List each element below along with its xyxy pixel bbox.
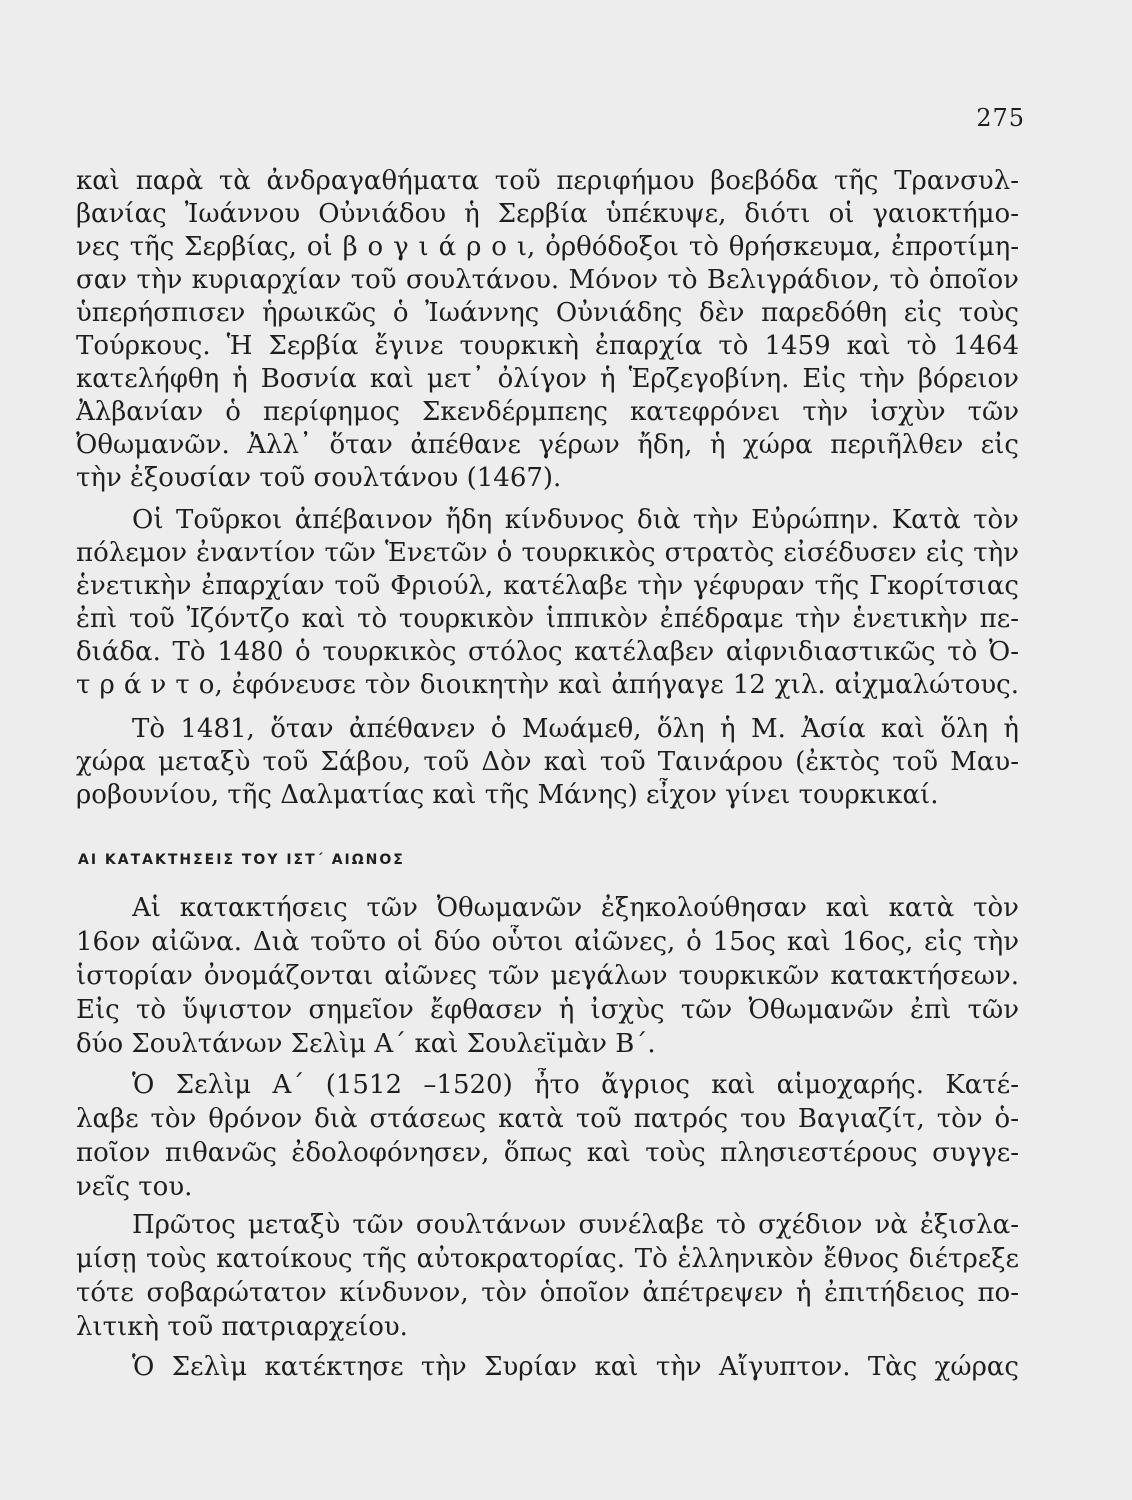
text-line: Εἰς τὸ ὕψιστον σημεῖον ἔφθασεν ἡ ἰσχὺς τῶν Ὀθωμανῶν ἐπὶ τῶν [76, 995, 1019, 1025]
text-line: τ ρ ά ν τ ο, ἐφόνευσε τὸν διοικητὴν καὶ ἀπήγαγε 12 χιλ. αἰχμαλώτους. [76, 670, 1019, 700]
text-line: ἱστορίαν ὀνομάζονται αἰῶνες τῶν μεγάλων τουρκικῶν κατακτήσεων. [76, 961, 1019, 991]
text-line: πόλεμον ἐναντίον τῶν Ἑνετῶν ὁ τουρκικὸς στρατὸς εἰσέδυσεν εἰς τὴν [76, 538, 1019, 568]
text-line: Ὁ Σελὶμ Α΄ (1512 –1520) ἦτο ἄγριος καὶ αἱμοχαρής. Κατέ- [132, 1070, 1019, 1100]
text-line: Τὸ 1481, ὅταν ἀπέθανεν ὁ Μωάμεθ, ὅλη ἡ Μ. Ἀσία καὶ ὅλη ἡ [132, 714, 1019, 744]
text-line: ἑνετικὴν ἐπαρχίαν τοῦ Φριούλ, κατέλαβε τὴν γέφυραν τῆς Γκορίτσιας [76, 571, 1019, 601]
text-line: Αἱ κατακτήσεις τῶν Ὀθωμανῶν ἐξηκολούθησαν καὶ κατὰ τὸν [132, 893, 1019, 923]
text-line: νεῖς του. [76, 1172, 193, 1202]
text-line: Τούρκους. Ἡ Σερβία ἔγινε τουρκικὴ ἐπαρχία τὸ 1459 καὶ τὸ 1464 [76, 331, 1019, 361]
page-number: 275 [976, 104, 1025, 132]
text-line: καὶ παρὰ τὰ ἀνδραγαθήματα τοῦ περιφήμου βοεβόδα τῆς Τρανσυλ- [76, 166, 1019, 196]
text-line: Πρῶτος μεταξὺ τῶν σουλτάνων συνέλαβε τὸ σχέδιον νὰ ἐξισλα- [132, 1210, 1019, 1240]
text-line: τὴν ἐξουσίαν τοῦ σουλτάνου (1467). [76, 463, 562, 493]
text-line: νες τῆς Σερβίας, οἱ β ο γ ι ά ρ ο ι, ὀρθόδοξοι τὸ θρήσκευμα, ἐπροτίμη- [76, 232, 1019, 262]
text-line: λαβε τὸν θρόνον διὰ στάσεως κατὰ τοῦ πατρός του Βαγιαζίτ, τὸν ὁ- [76, 1104, 1019, 1134]
text-line: ἐπὶ τοῦ Ἰζόντζο καὶ τὸ τουρκικὸν ἱππικὸν ἐπέδραμε τὴν ἑνετικὴν πε- [76, 604, 1019, 634]
text-line: 16ον αἰῶνα. Διὰ τοῦτο οἱ δύο οὗτοι αἰῶνες, ὁ 15ος καὶ 16ος, εἰς τὴν [76, 927, 1019, 957]
text-line: δύο Σουλτάνων Σελὶμ Α΄ καὶ Σουλεϊμὰν Β΄. [76, 1029, 656, 1059]
text-line: Ἀλβανίαν ὁ περίφημος Σκενδέρμπεης κατεφρόνει τὴν ἰσχὺν τῶν [76, 397, 1019, 427]
text-line: ὑπερήσπισεν ἡρωικῶς ὁ Ἰωάννης Οὐνιάδης δὲν παρεδόθη εἰς τοὺς [76, 298, 1019, 328]
text-line: ροβουνίου, τῆς Δαλματίας καὶ τῆς Μάνης) εἶχον γίνει τουρκικαί. [76, 780, 939, 810]
text-line: μίσῃ τοὺς κατοίκους τῆς αὐτοκρατορίας. Τὸ ἑλληνικὸν ἔθνος διέτρεξε [76, 1244, 1019, 1274]
text-line: Ὀθωμανῶν. Ἀλλ᾿ ὅταν ἀπέθανε γέρων ἤδη, ἡ χώρα περιῆλθεν εἰς [76, 430, 1019, 460]
text-line: τότε σοβαρώτατον κίνδυνον, τὸν ὁποῖον ἀπέτρεψεν ἡ ἐπιτήδειος πο- [76, 1278, 1019, 1308]
section-heading: ΑΙ ΚΑΤΑΚΤΗΣΕΙΣ ΤΟΥ ΙΣΤ΄ ΑΙΩΝΟΣ [78, 852, 405, 868]
text-line: σαν τὴν κυριαρχίαν τοῦ σουλτάνου. Μόνον τὸ Βελιγράδιον, τὸ ὁποῖον [76, 265, 1019, 295]
text-line: λιτικὴ τοῦ πατριαρχείου. [76, 1312, 408, 1342]
text-line: χώρα μεταξὺ τοῦ Σάβου, τοῦ Δὸν καὶ τοῦ Ταινάρου (ἐκτὸς τοῦ Μαυ- [76, 747, 1019, 777]
text-line: Ὁ Σελὶμ κατέκτησε τὴν Συρίαν καὶ τὴν Αἴγυπτον. Τὰς χώρας [132, 1352, 1019, 1382]
text-line: διάδα. Τὸ 1480 ὁ τουρκικὸς στόλος κατέλαβεν αἰφνιδιαστικῶς τὸ Ὀ- [76, 637, 1019, 667]
text-line: Οἱ Τοῦρκοι ἀπέβαινον ἤδη κίνδυνος διὰ τὴν Εὐρώπην. Κατὰ τὸν [132, 505, 1019, 535]
text-line: βανίας Ἰωάννου Οὐνιάδου ἡ Σερβία ὑπέκυψε, διότι οἱ γαιοκτήμο- [76, 199, 1019, 229]
text-line: κατελήφθη ἡ Βοσνία καὶ μετ᾿ ὀλίγον ἡ Ἑρζεγοβίνη. Εἰς τὴν βόρειον [76, 364, 1019, 394]
text-line: ποῖον πιθανῶς ἐδολοφόνησεν, ὅπως καὶ τοὺς πλησιεστέρους συγγε- [76, 1138, 1019, 1168]
